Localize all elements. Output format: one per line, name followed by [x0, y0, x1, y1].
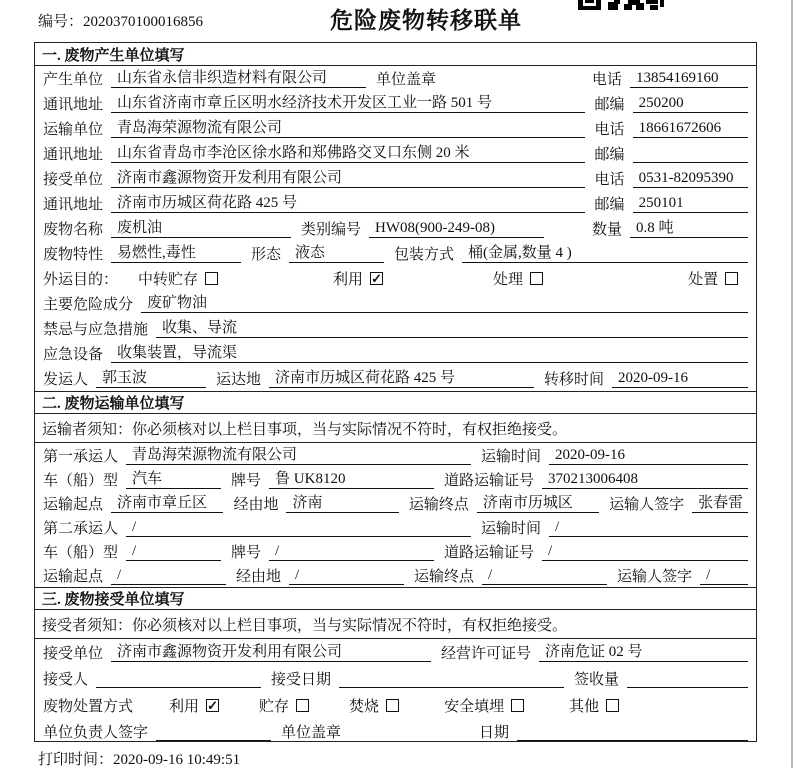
disposal-option-label: 贮存 [259, 698, 290, 715]
date-label: 日期 [479, 725, 510, 742]
addr3-label: 通讯地址 [43, 197, 104, 213]
producer-label: 产生单位 [43, 72, 104, 88]
addr2-value: 山东省青岛市李沧区徐水路和郑佛路交叉口东侧 20 米 [111, 144, 585, 163]
section3-title: 三. 废物接受单位填写 [35, 587, 756, 610]
purpose-option-utilize [333, 268, 383, 289]
via2-label: 经由地 [236, 568, 282, 585]
acceptor-row [35, 666, 756, 693]
addr3-value: 济南市历城区荷花路 425 号 [111, 194, 585, 213]
sign1-label: 运输人签字 [609, 496, 685, 513]
disposal-option-label: 利用 [169, 698, 200, 715]
hazard-value: 废矿物油 [141, 294, 748, 313]
section1-title: 一. 废物产生单位填写 [35, 43, 756, 66]
document-header [0, 0, 796, 40]
purpose-label: 外运目的： [43, 272, 119, 288]
carrier1-row [35, 443, 756, 467]
carrier1-label: 第一承运人 [43, 448, 119, 465]
disposal-option-label: 焚烧 [349, 698, 380, 715]
permit1-value: 370213006408 [542, 470, 748, 489]
checkbox-unchecked-icon [296, 699, 309, 712]
taboo-row [35, 316, 756, 341]
carrier1-value: 青岛海荣源物流有限公司 [126, 446, 471, 465]
purpose-row [35, 266, 756, 291]
shipper-value: 郭玉波 [96, 369, 206, 388]
quantity-label: 数量 [591, 222, 622, 238]
via2-value: / [289, 566, 404, 585]
phone3-label: 电话 [594, 172, 625, 188]
purpose-option-treat [493, 268, 543, 289]
carrier2-row [35, 515, 756, 539]
zip1-label: 邮编 [594, 97, 625, 113]
form-value: 液态 [289, 244, 384, 263]
qr-code-fragment-icon [578, 0, 664, 10]
producer-address-row [35, 91, 756, 116]
category-label: 类别编号 [301, 222, 362, 238]
receiver-row [35, 166, 756, 191]
purpose-option-transfer-storage [138, 268, 218, 289]
character-label: 废物特性 [43, 247, 104, 263]
terminal1-value: 济南市历城区 [477, 494, 599, 513]
via1-label: 经由地 [233, 496, 279, 513]
disposal-option-other [569, 695, 619, 716]
terminal2-label: 运输终点 [414, 568, 475, 585]
character-value: 易燃性,毒性 [111, 244, 241, 263]
checkbox-unchecked-icon [725, 272, 738, 285]
origin1-value: 济南市章丘区 [111, 494, 223, 513]
unit-seal-label: 单位盖章 [281, 725, 342, 742]
amount-value [627, 669, 748, 688]
waste-name-label: 废物名称 [43, 222, 104, 238]
sign2-label: 运输人签字 [617, 568, 693, 585]
hazard-row [35, 291, 756, 316]
addr1-label: 通讯地址 [43, 97, 104, 113]
zip3-value: 250101 [633, 194, 748, 213]
accept-date-value [339, 669, 564, 688]
page-edge-line [791, 0, 793, 768]
waste-character-row [35, 241, 756, 266]
route2-row [35, 563, 756, 587]
producer-row [35, 66, 756, 91]
zip2-value [633, 144, 748, 163]
checkbox-unchecked-icon [606, 699, 619, 712]
transfer-time-label: 转移时间 [544, 372, 605, 388]
vehicle2-value: / [126, 542, 221, 561]
section2-title: 二. 废物运输单位填写 [35, 391, 756, 414]
acceptor-label: 接受人 [43, 672, 89, 689]
print-time [38, 748, 240, 768]
purpose-option-label: 处置 [688, 272, 719, 288]
receiver-label: 接受单位 [43, 172, 104, 188]
checkbox-unchecked-icon [205, 272, 218, 285]
purpose-option-label: 利用 [333, 272, 364, 288]
print-time-label: 打印时间： [38, 752, 114, 768]
purpose-option-dispose [688, 268, 738, 289]
zip1-value: 250200 [633, 94, 748, 113]
addr1-value: 山东省济南市章丘区明水经济技术开发区工业一路 501 号 [111, 94, 585, 113]
amount-label: 签收量 [574, 672, 620, 689]
equipment-row [35, 341, 756, 366]
quantity-value: 0.8 吨 [630, 219, 748, 238]
transport-time2-label: 运输时间 [481, 520, 542, 537]
disposal-option-utilize [169, 695, 219, 716]
phone1-label: 电话 [591, 72, 622, 88]
phone3-value: 0531-82095390 [633, 169, 748, 188]
category-value: HW08(900-249-08) [369, 219, 544, 238]
checkbox-checked-icon: ✓ [207, 697, 218, 713]
disposal-option-label: 安全填埋 [444, 698, 505, 715]
checkbox-unchecked-icon [530, 272, 543, 285]
serial-label: 编号： [38, 14, 84, 30]
transport-time1-label: 运输时间 [481, 448, 542, 465]
dest-label: 运达地 [216, 372, 262, 388]
transporter-row [35, 116, 756, 141]
carrier2-value: / [126, 518, 471, 537]
transporter-value: 青岛海荣源物流有限公司 [111, 119, 585, 138]
receiver-value: 济南市鑫源物资开发利用有限公司 [111, 169, 585, 188]
terminal1-label: 运输终点 [408, 496, 469, 513]
permit2-value: / [542, 542, 748, 561]
receiver-notice: 接受者须知：你必须核对以上栏目事项，当与实际情况不符时，有权拒绝接受。 [35, 610, 756, 639]
transfer-time-value: 2020-09-16 [612, 369, 748, 388]
plate2-value: / [269, 542, 434, 561]
acceptor-value [96, 669, 261, 688]
plate1-label: 牌号 [231, 472, 262, 489]
phone2-value: 18661672606 [633, 119, 748, 138]
zip2-label: 邮编 [594, 147, 625, 163]
origin2-value: / [111, 566, 226, 585]
seal-label: 单位盖章 [376, 72, 437, 88]
transporter-label: 运输单位 [43, 122, 104, 138]
page-title: 危险废物转移联单 [330, 8, 522, 33]
checkbox-unchecked-icon [511, 699, 524, 712]
disposal-option-incinerate [349, 695, 399, 716]
print-time-value: 2020-09-16 10:49:51 [113, 752, 241, 768]
transfer-form [34, 42, 757, 742]
origin1-label: 运输起点 [43, 496, 104, 513]
manager-sign-row [35, 719, 756, 746]
dest-value: 济南市历城区荷花路 425 号 [269, 369, 534, 388]
hazard-label: 主要危险成分 [43, 297, 134, 313]
transporter-address-row [35, 141, 756, 166]
accept-unit-label: 接受单位 [43, 645, 104, 662]
sign2-value: / [700, 566, 748, 585]
transport-time1-value: 2020-09-16 [549, 446, 748, 465]
serial-number [38, 10, 203, 31]
form-label: 形态 [251, 247, 282, 263]
vehicle2-label: 车（船）型 [43, 544, 119, 561]
disposal-row [35, 692, 756, 719]
taboo-label: 禁忌与应急措施 [43, 322, 149, 338]
via1-value: 济南 [286, 494, 398, 513]
packing-value: 桶(金属,数量 4 ) [462, 244, 748, 263]
shipper-row [35, 366, 756, 391]
disposal-option-label: 其他 [569, 698, 600, 715]
vehicle1-value: 汽车 [126, 470, 221, 489]
packing-label: 包装方式 [394, 247, 455, 263]
checkbox-checked-icon: ✓ [371, 271, 382, 286]
disposal-option-landfill [444, 695, 524, 716]
license-label: 经营许可证号 [441, 645, 532, 662]
plate2-label: 牌号 [231, 544, 262, 561]
equipment-label: 应急设备 [43, 347, 104, 363]
vehicle1-row [35, 467, 756, 491]
transport-time2-value: / [549, 518, 748, 537]
disposal-option-storage [259, 695, 309, 716]
disposal-label: 废物处置方式 [43, 698, 134, 715]
origin2-label: 运输起点 [43, 568, 104, 585]
equipment-value: 收集装置，导流渠 [111, 344, 748, 363]
phone2-label: 电话 [594, 122, 625, 138]
phone1-value: 13854169160 [630, 69, 748, 88]
waste-name-row [35, 216, 756, 241]
accept-date-label: 接受日期 [271, 672, 332, 689]
manager-sign-value [156, 722, 271, 741]
waste-name-value: 废机油 [111, 219, 291, 238]
permit2-label: 道路运输证号 [444, 544, 535, 561]
producer-value: 山东省永信非织造材料有限公司 [111, 69, 366, 88]
license-value: 济南危证 02 号 [539, 643, 748, 662]
purpose-option-label: 中转贮存 [138, 272, 199, 288]
terminal2-value: / [482, 566, 607, 585]
route1-row [35, 491, 756, 515]
vehicle2-row [35, 539, 756, 563]
permit1-label: 道路运输证号 [444, 472, 535, 489]
accept-unit-value: 济南市鑫源物资开发利用有限公司 [111, 643, 431, 662]
purpose-option-label: 处理 [493, 272, 524, 288]
checkbox-unchecked-icon [386, 699, 399, 712]
carrier2-label: 第二承运人 [43, 520, 119, 537]
receiver-address-row [35, 191, 756, 216]
addr2-label: 通讯地址 [43, 147, 104, 163]
plate1-value: 鲁 UK8120 [269, 470, 434, 489]
taboo-value: 收集、导流 [156, 319, 748, 338]
serial-value: 2020370100016856 [83, 14, 204, 30]
date-value [517, 722, 748, 741]
sign1-value: 张春雷 [692, 494, 748, 513]
manager-sign-label: 单位负责人签字 [43, 725, 149, 742]
zip3-label: 邮编 [594, 197, 625, 213]
transporter-notice: 运输者须知：你必须核对以上栏目事项，当与实际情况不符时，有权拒绝接受。 [35, 414, 756, 443]
shipper-label: 发运人 [43, 372, 89, 388]
vehicle1-label: 车（船）型 [43, 472, 119, 489]
accept-unit-row [35, 639, 756, 666]
